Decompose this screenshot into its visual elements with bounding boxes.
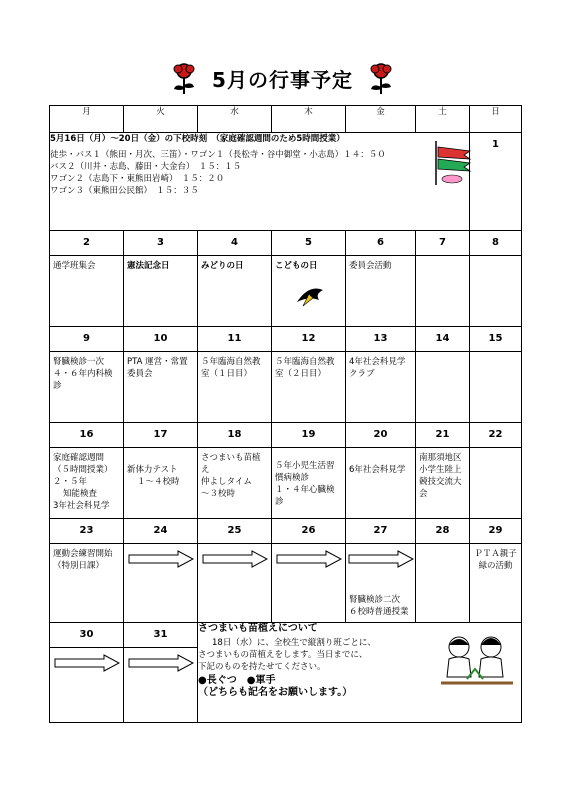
weekday-header: 日 <box>470 106 522 133</box>
day-event: ～３校時 <box>201 489 236 499</box>
day-event <box>470 352 521 360</box>
day-cell <box>416 231 470 327</box>
day-cell <box>272 327 346 423</box>
week-row <box>50 133 522 231</box>
notice-note: （どちらも記名をお願いします。） <box>198 687 353 698</box>
day-event: 委員会活動 <box>349 261 392 271</box>
day-number: 29 <box>470 519 521 544</box>
notice-line: バス２（川井・志島、藤田・大金台） １５：１５ <box>50 162 242 172</box>
day-cell <box>198 231 272 327</box>
day-cell <box>50 423 124 519</box>
continuation-arrow-icon <box>54 654 120 672</box>
day-event: ６校時普通授業 <box>349 607 409 617</box>
day-cell <box>470 423 522 519</box>
day-event: １～４校時 <box>137 477 180 487</box>
day-event <box>416 544 469 552</box>
notice-text: 下記のものを持たせてください。 <box>198 662 326 672</box>
children-planting-illustration <box>437 629 517 689</box>
day-number: 15 <box>470 327 521 352</box>
notice-text: さつまいもの苗植えをします。当日までに、 <box>198 650 368 660</box>
day-number: 14 <box>416 327 469 352</box>
day-events <box>50 448 123 516</box>
continuation-arrow-icon <box>348 550 414 568</box>
day-events <box>346 568 415 622</box>
day-number: 26 <box>272 519 345 544</box>
day-number: 31 <box>124 623 197 648</box>
week-row <box>50 423 522 519</box>
day-cell <box>198 423 272 519</box>
day-event: さつまいも苗植え <box>201 453 261 475</box>
day-number: 20 <box>346 423 415 448</box>
day-number: 21 <box>416 423 469 448</box>
day-number: 25 <box>198 519 271 544</box>
sweet-potato-planting-notice <box>198 623 522 723</box>
weekday-header: 木 <box>272 106 346 133</box>
notice-items: ●長ぐつ ●軍手 <box>198 675 276 686</box>
day-event: ５年臨海自然教室（１日目） <box>201 357 261 379</box>
day-event <box>416 256 469 264</box>
day-cell <box>346 327 416 423</box>
notice-line: ワゴン３（東熊田公民館） １５：３５ <box>50 186 199 196</box>
day-cell <box>346 423 416 519</box>
day-event: こどもの日 <box>275 261 318 271</box>
tulip-icon <box>367 61 395 95</box>
day-number: 24 <box>124 519 197 544</box>
weekday-header: 金 <box>346 106 416 133</box>
day-cell <box>124 327 198 423</box>
day-event: 腎臓検診一次 ４・６年内科検診 <box>53 357 113 391</box>
day-cell <box>470 133 522 231</box>
day-event: １・４年心臓検診 <box>275 485 335 507</box>
day-cell <box>416 423 470 519</box>
continuation-arrow-icon <box>128 654 194 672</box>
continuation-arrow-icon <box>276 550 342 568</box>
weekday-header: 土 <box>416 106 470 133</box>
day-event: 家庭確認週間（５時間授業）２・５年 <box>53 453 113 487</box>
day-number: 28 <box>416 519 469 544</box>
day-cell <box>50 231 124 327</box>
notice-title: さつまいも苗植えについて <box>198 623 318 634</box>
day-number: 30 <box>50 623 123 648</box>
day-event: 腎臓検診二次 <box>349 595 401 605</box>
day-number: 9 <box>50 327 123 352</box>
day-cell <box>124 623 198 723</box>
carp-icon <box>289 280 329 310</box>
week-row <box>50 623 522 723</box>
day-events <box>346 448 415 480</box>
day-cell <box>470 327 522 423</box>
day-cell <box>272 423 346 519</box>
day-number: 22 <box>470 423 521 448</box>
day-number: 18 <box>198 423 271 448</box>
notice-text: 18日（水）に、全校生で縦割り班ごとに、 <box>212 638 376 648</box>
day-number: 5 <box>272 231 345 256</box>
day-event: 憲法記念日 <box>127 261 170 271</box>
notice-line: 5月16日（月）～20日（金）の下校時刻 （家庭確認週間のため5時間授業） <box>50 134 345 144</box>
day-event: 4年社会科見学クラブ <box>349 357 406 379</box>
day-number: 7 <box>416 231 469 256</box>
day-cell <box>50 519 124 623</box>
day-cell <box>50 327 124 423</box>
tulip-icon <box>170 61 198 95</box>
day-cell <box>272 519 346 623</box>
day-cell <box>416 327 470 423</box>
day-cell <box>470 231 522 327</box>
dismissal-times-notice <box>50 133 470 231</box>
week-row <box>50 231 522 327</box>
day-number: 19 <box>272 423 345 448</box>
day-cell <box>346 519 416 623</box>
day-cell <box>124 423 198 519</box>
day-event <box>470 256 521 264</box>
week-row <box>50 519 522 623</box>
day-cell <box>198 327 272 423</box>
day-number: 17 <box>124 423 197 448</box>
continuation-arrow-icon <box>202 550 268 568</box>
day-event: 通学班集会 <box>53 261 96 271</box>
day-number: 4 <box>198 231 271 256</box>
notice-line: 徒歩・バス１（熊田・月次、三笛）・ワゴン１（長松寺・谷中御堂・小志島）１４：５０ <box>50 150 386 160</box>
day-cell <box>124 231 198 327</box>
day-events <box>124 448 197 492</box>
day-number: 27 <box>346 519 415 544</box>
page-title: 5月の行事予定 <box>212 67 353 92</box>
day-event: 運動会練習開始（特別日課） <box>53 549 113 571</box>
day-number: 8 <box>470 231 521 256</box>
notice-line: ワゴン２（志島下・東熊田岩崎） １５：２０ <box>50 174 225 184</box>
day-number: 16 <box>50 423 123 448</box>
day-event: 3年社会科見学 <box>53 501 110 511</box>
day-number: 12 <box>272 327 345 352</box>
calendar-table <box>49 105 522 723</box>
day-cell <box>50 623 124 723</box>
day-events <box>416 448 469 504</box>
day-event: 新体力テスト <box>127 465 178 475</box>
day-number: 2 <box>50 231 123 256</box>
day-number: 23 <box>50 519 123 544</box>
day-cell <box>470 519 522 623</box>
day-event: 6年社会科見学 <box>349 465 406 475</box>
day-event: ＰＴＡ親子緑の活動 <box>474 549 517 571</box>
continuation-arrow-icon <box>128 550 194 568</box>
day-cell <box>124 519 198 623</box>
day-event <box>416 352 469 360</box>
day-number: 1 <box>492 139 499 150</box>
day-event: ５年臨海自然教室（２日目） <box>275 357 335 379</box>
day-cell <box>198 519 272 623</box>
day-number: 6 <box>346 231 415 256</box>
day-number: 11 <box>198 327 271 352</box>
weekday-header: 月 <box>50 106 124 133</box>
day-event: ５年小児生活習慣病検診 <box>275 461 335 483</box>
day-cell <box>272 231 346 327</box>
weekday-header-row <box>50 106 522 133</box>
weekday-header: 火 <box>124 106 198 133</box>
day-event: PTA 運営・常置委員会 <box>127 357 188 379</box>
day-event: みどりの日 <box>201 261 244 271</box>
title-row <box>0 58 565 98</box>
week-row <box>50 327 522 423</box>
carp-streamer-icon <box>430 137 480 187</box>
day-number: 3 <box>124 231 197 256</box>
day-event: 知能検査 <box>63 489 98 499</box>
weekday-header: 水 <box>198 106 272 133</box>
day-cell <box>416 519 470 623</box>
day-cell <box>346 231 416 327</box>
day-event: 南那須地区小学生陸上競技交流大会 <box>419 453 462 499</box>
day-events <box>272 448 345 512</box>
day-event: 仲よしタイム <box>201 477 252 487</box>
day-number: 13 <box>346 327 415 352</box>
day-events <box>198 448 271 504</box>
day-number: 10 <box>124 327 197 352</box>
